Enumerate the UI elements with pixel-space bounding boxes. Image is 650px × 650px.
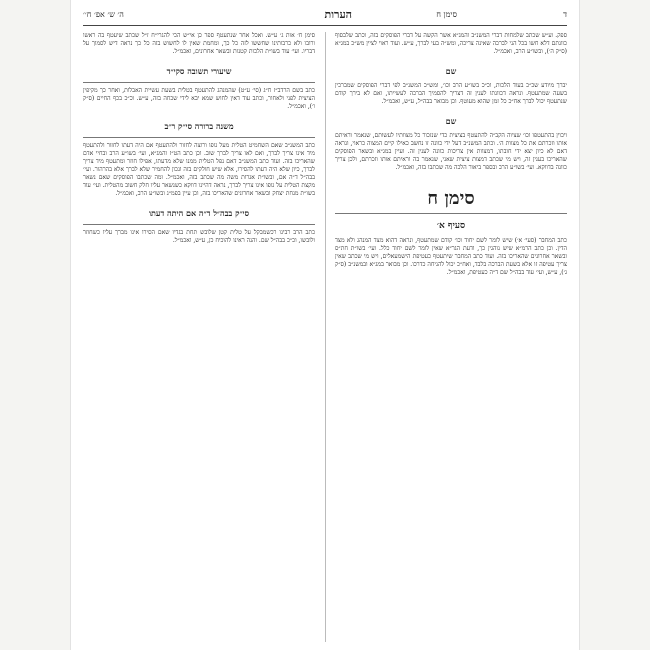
- section-heading: משנה ברורה סי״ק ר״ב: [164, 121, 234, 131]
- chapter-heading: סימן ח: [427, 188, 475, 209]
- section-heading: סי״ק בבה״ל ד״ה אם היתה דעתו: [148, 208, 250, 218]
- header-running-title: ה׳ ש׳ אפ׳ ח׳׳: [83, 10, 124, 19]
- divider: [83, 137, 315, 138]
- section-heading: שם: [445, 66, 457, 76]
- page-letter: ד: [563, 10, 567, 19]
- running-header: [83, 10, 567, 22]
- section-heading: שיעורי תשובה סקי״ד: [166, 66, 232, 76]
- divider: [335, 213, 567, 214]
- paragraph-heading: סעיף א׳: [436, 221, 466, 231]
- left-column: [83, 32, 315, 644]
- paragraph: כתב הרב רבינו רכשמבקל על טלית קטן שלובש תחת בגדיו שאם הסירו אינו מברך עליו כשחוזר ולובשו, וכ״כ בבה״ל שם. והנה ראינו להוכיח כן, ע״ש, ואכמ״ל.: [83, 229, 315, 244]
- divider: [83, 224, 315, 225]
- divider: [83, 82, 315, 83]
- right-column: [335, 32, 567, 644]
- column-divider: [325, 32, 326, 642]
- header-rule: [83, 25, 567, 26]
- document-page: [70, 0, 580, 650]
- paragraph: יברך מיודע שכ״כ בעוד הלכות, וכ״כ בשו״ע הרב וכו׳, ומש״כ המשנ״ב לפי דברי הפוסקים שמברכין בשעה שמתעטף. ונראה דכוונתו לענין זה דצריך להסמיך הברכה לעשייתו, ואם לא בירך קודם שנתעטף יכול לברך אח״כ כל זמן שהוא מעוטף. וכן מבואר בבה״ל, ע״ש, ואכמ״ל.: [335, 82, 567, 105]
- header-section: סימן ח: [436, 10, 457, 19]
- paragraph: ספק. וע״ש שכתב שלמחות דברי המשנ״ב והמג״א אשר הקשה על דברי הפוסקים בזה, וכתב שלבסוף כוונתם דלא חשו בכל הני לברכה שאינה צריכה, ומש״ה בעי לברך, ע״ש. ועוד ראוי לציין מש״כ במג״א (ס״ק ה׳), ובשו״ע הרב, ואכמ״ל.: [335, 32, 567, 55]
- paragraph: כתב בשם הרדב״ז ח״ג (סי׳ ע״ט) שהמנהג להתעטף בטלית בשעת עשיית האבלות, ואחר כך מקיפין הציצית לפני ולאחור, וכתב עוד דאין לחוש שמא יבא לידי שכחה בזה, ע״ש. וכ״כ בכף החיים (ס״ק ו׳), ואכמ״ל.: [83, 87, 315, 110]
- paragraph: כתב המחבר (סעי׳ א׳) שיש לומר לשם יחוד וכו׳ קודם שמתעטף, ונראה דהוא מצד המנהג ולא מצד הדין. וכן כתב הרמ״א שיש נוהגין כך, ודעת הגר״א שאין לומר לשם יחוד כלל. ועי׳ בשו״ת חת״ס ובשאר אחרונים שהאריכו בזה. ועוד כתב המחבר שיתעטף כעטיפת הישמעאלים, ויש מי שכתב שאין צריך עטיפה זו אלא בשעת הברכה בלבד, ואח״כ יכול להניחה כדרכו. וכן מבואר במג״א ובמשנ״ב (ס״ק ג׳), ע״ש, ועי׳ עוד בבה״ל שם ד״ה כעטיפת, ואכמ״ל.: [335, 237, 567, 276]
- header-title: הערות: [324, 8, 352, 21]
- section-heading: שם: [445, 116, 457, 126]
- paragraph: כתב המשנ״ב שאם השחמיט הטלית מעל גופו ורוצה לחזור ולהתעטף אם היה דעתו לחזור ולהתעטף מיד אינו צריך לברך, ואם לאו צריך לברך שוב. וכן כתב הט״ז והמג״א, ועי׳ בשו״ע הרב ובחיי אדם שהאריכו בזה. ועוד כתב המשנ״ב דאם נפל הטלית ממנו שלא מדעתו, אפילו חוזר ומתעטף מיד צריך לברך, כיון שלא היה דעתו להסירו, אלא שיש חולקים בזה ונכון להחמיר שלא לברך אלא בהרהור. ועי׳ בבה״ל ד״ה אם, ובשו״ת אגרות משה מה שכתב בזה, ואכמ״ל. ומה שכתבו הפוסקים שאם נשאר מקצת הטלית על גופו אינו צריך לברך, נראה דהיינו דווקא כשנשאר עליו חלק חשוב מהטלית. ועי׳ עוד בשו״ת מנחת יצחק ובשאר אחרונים שהאריכו בזה, וכן עיין בפמ״ג ובשו״ע הרב, ואכמ״ל.: [83, 142, 315, 197]
- paragraph: סימן ח׳ אות ג׳ ע״ש. ואכל אחר שנתעטף ספר כן אי״ש הכי להגרי״ח ז״ל שכתב שיעטף בה ראשו ורובו ולא כרבותינו שחששו לזה כל כך, ומחמת שאין לו לחשוש בזה כל כך נראה דיש לסמוך על דבריו. ועי׳ עוד בשו״ת הלכות קטנות ובשאר אחרונים, ואכמ״ל.: [83, 32, 315, 55]
- paragraph: ויכוין בהתעטפו וכו׳ שציוה הקב״ה להתעטף בציצית כדי שנזכור כל מצוותיו לעשותם, שנאמר וראיתם אותו וזכרתם את כל מצוות ה׳. וכתב המשנ״ב דעל ידי כוונה זו נחשב כאילו קיים המצוה כראוי, ונראה דאם לא כיון יצא ידי חובתו, דמצוות אין צריכות כוונה לענין זה. ועיין במג״א ובשאר הפוסקים שהאריכו בענין זה, ויש מי שכתב דמצות ציצית שאני, שנאמר בה וראיתם אותו וזכרתם, ולכן צריך כוונה בדווקא. ועי׳ בשו״ע הרב ובספר ביאור הלכה מה שכתבו בזה, ואכמ״ל.: [335, 132, 567, 171]
